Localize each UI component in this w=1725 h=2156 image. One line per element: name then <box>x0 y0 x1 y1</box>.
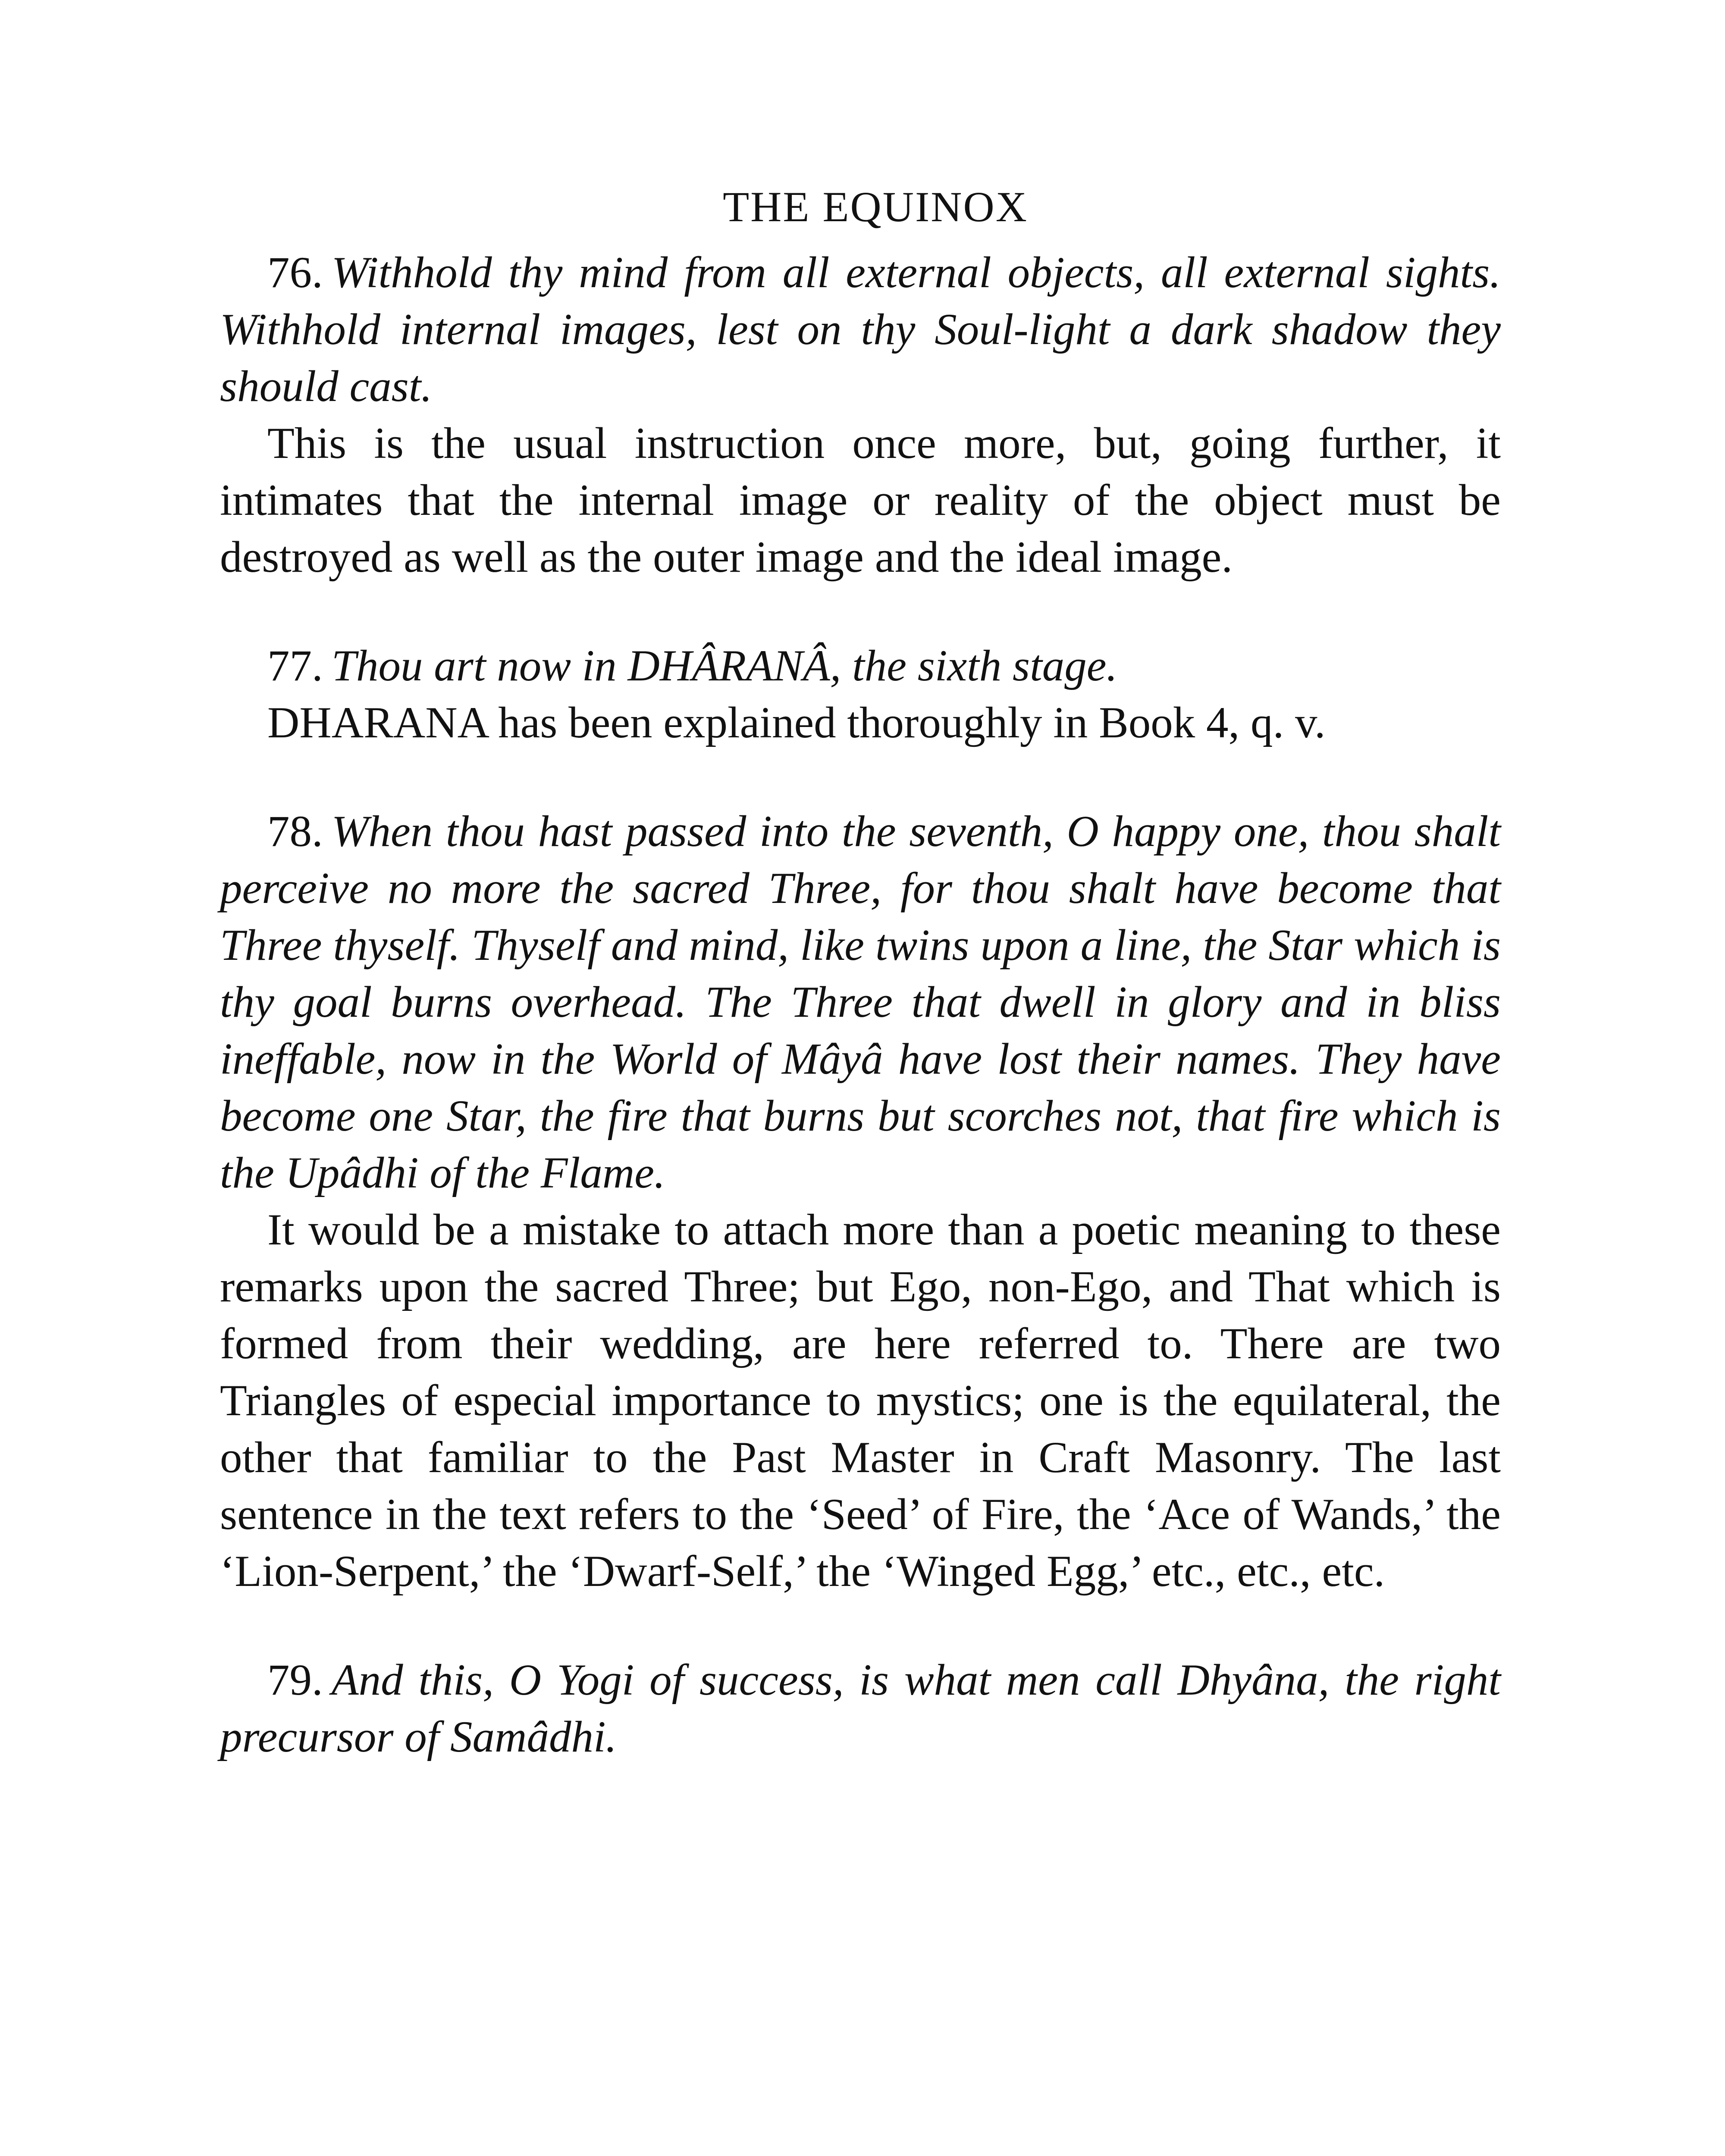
verse-text: And this, O Yogi of success, is what men call Dhyâna, the right precursor of Samâdhi. <box>220 1655 1501 1761</box>
verse-76 <box>220 244 1501 415</box>
running-head: THE EQUINOX <box>723 183 1028 231</box>
section-break <box>220 1600 1501 1651</box>
verse-text: Withhold thy mind from all external objects, all external sights. Withhold internal images, lest on thy Soul-light a dark shadow they should cast. <box>220 248 1501 411</box>
book-page <box>220 181 1501 2156</box>
section-break <box>220 751 1501 803</box>
commentary-78: It would be a mistake to attach more than a poetic meaning to these remarks upon the sacred Three; but Ego, non-Ego, and That which is formed from their wedding, are here referred to. There are two Triangles of especial importance to mystics; one is the equilateral, the other that familiar to the Past Master in Craft Masonry. The last sentence in the text refers to the ‘Seed’ of Fire, the ‘Ace of Wands,’ the ‘Lion-Serpent,’ the ‘Dwarf-Self,’ the ‘Winged Egg,’ etc., etc., etc. <box>220 1205 1501 1596</box>
verse-77 <box>220 637 1501 694</box>
section-break <box>220 586 1501 637</box>
commentary-76: This is the usual instruction once more, but, going further, it intimates that the internal image or reality of the object must be destroyed as well as the outer image and the ideal image. <box>220 419 1501 582</box>
verse-text: Thou art now in DHÂRANÂ, the sixth stage. <box>331 641 1118 690</box>
verse-78 <box>220 803 1501 1201</box>
verse-number: 79. <box>267 1655 323 1705</box>
verse-number: 76. <box>267 248 323 297</box>
verse-number: 78. <box>267 807 323 856</box>
verse-number: 77. <box>267 641 323 690</box>
commentary-77: DHARANA has been explained thoroughly in Book 4, q. v. <box>267 698 1326 747</box>
verse-79 <box>220 1651 1501 1765</box>
verse-text: When thou hast passed into the seventh, O happy one, thou shalt perceive no more the sacred Three, for thou shalt have become that Three thyself. Thyself and mind, like twins upon a line, the Star which is thy goal burns overhead. The Three that dwell in glory and in bliss ineffable, now in the World of Mâyâ have lost their names. They have become one Star, the fire that burns but scorches not, that fire which is the Upâdhi of the Flame. <box>220 807 1501 1197</box>
